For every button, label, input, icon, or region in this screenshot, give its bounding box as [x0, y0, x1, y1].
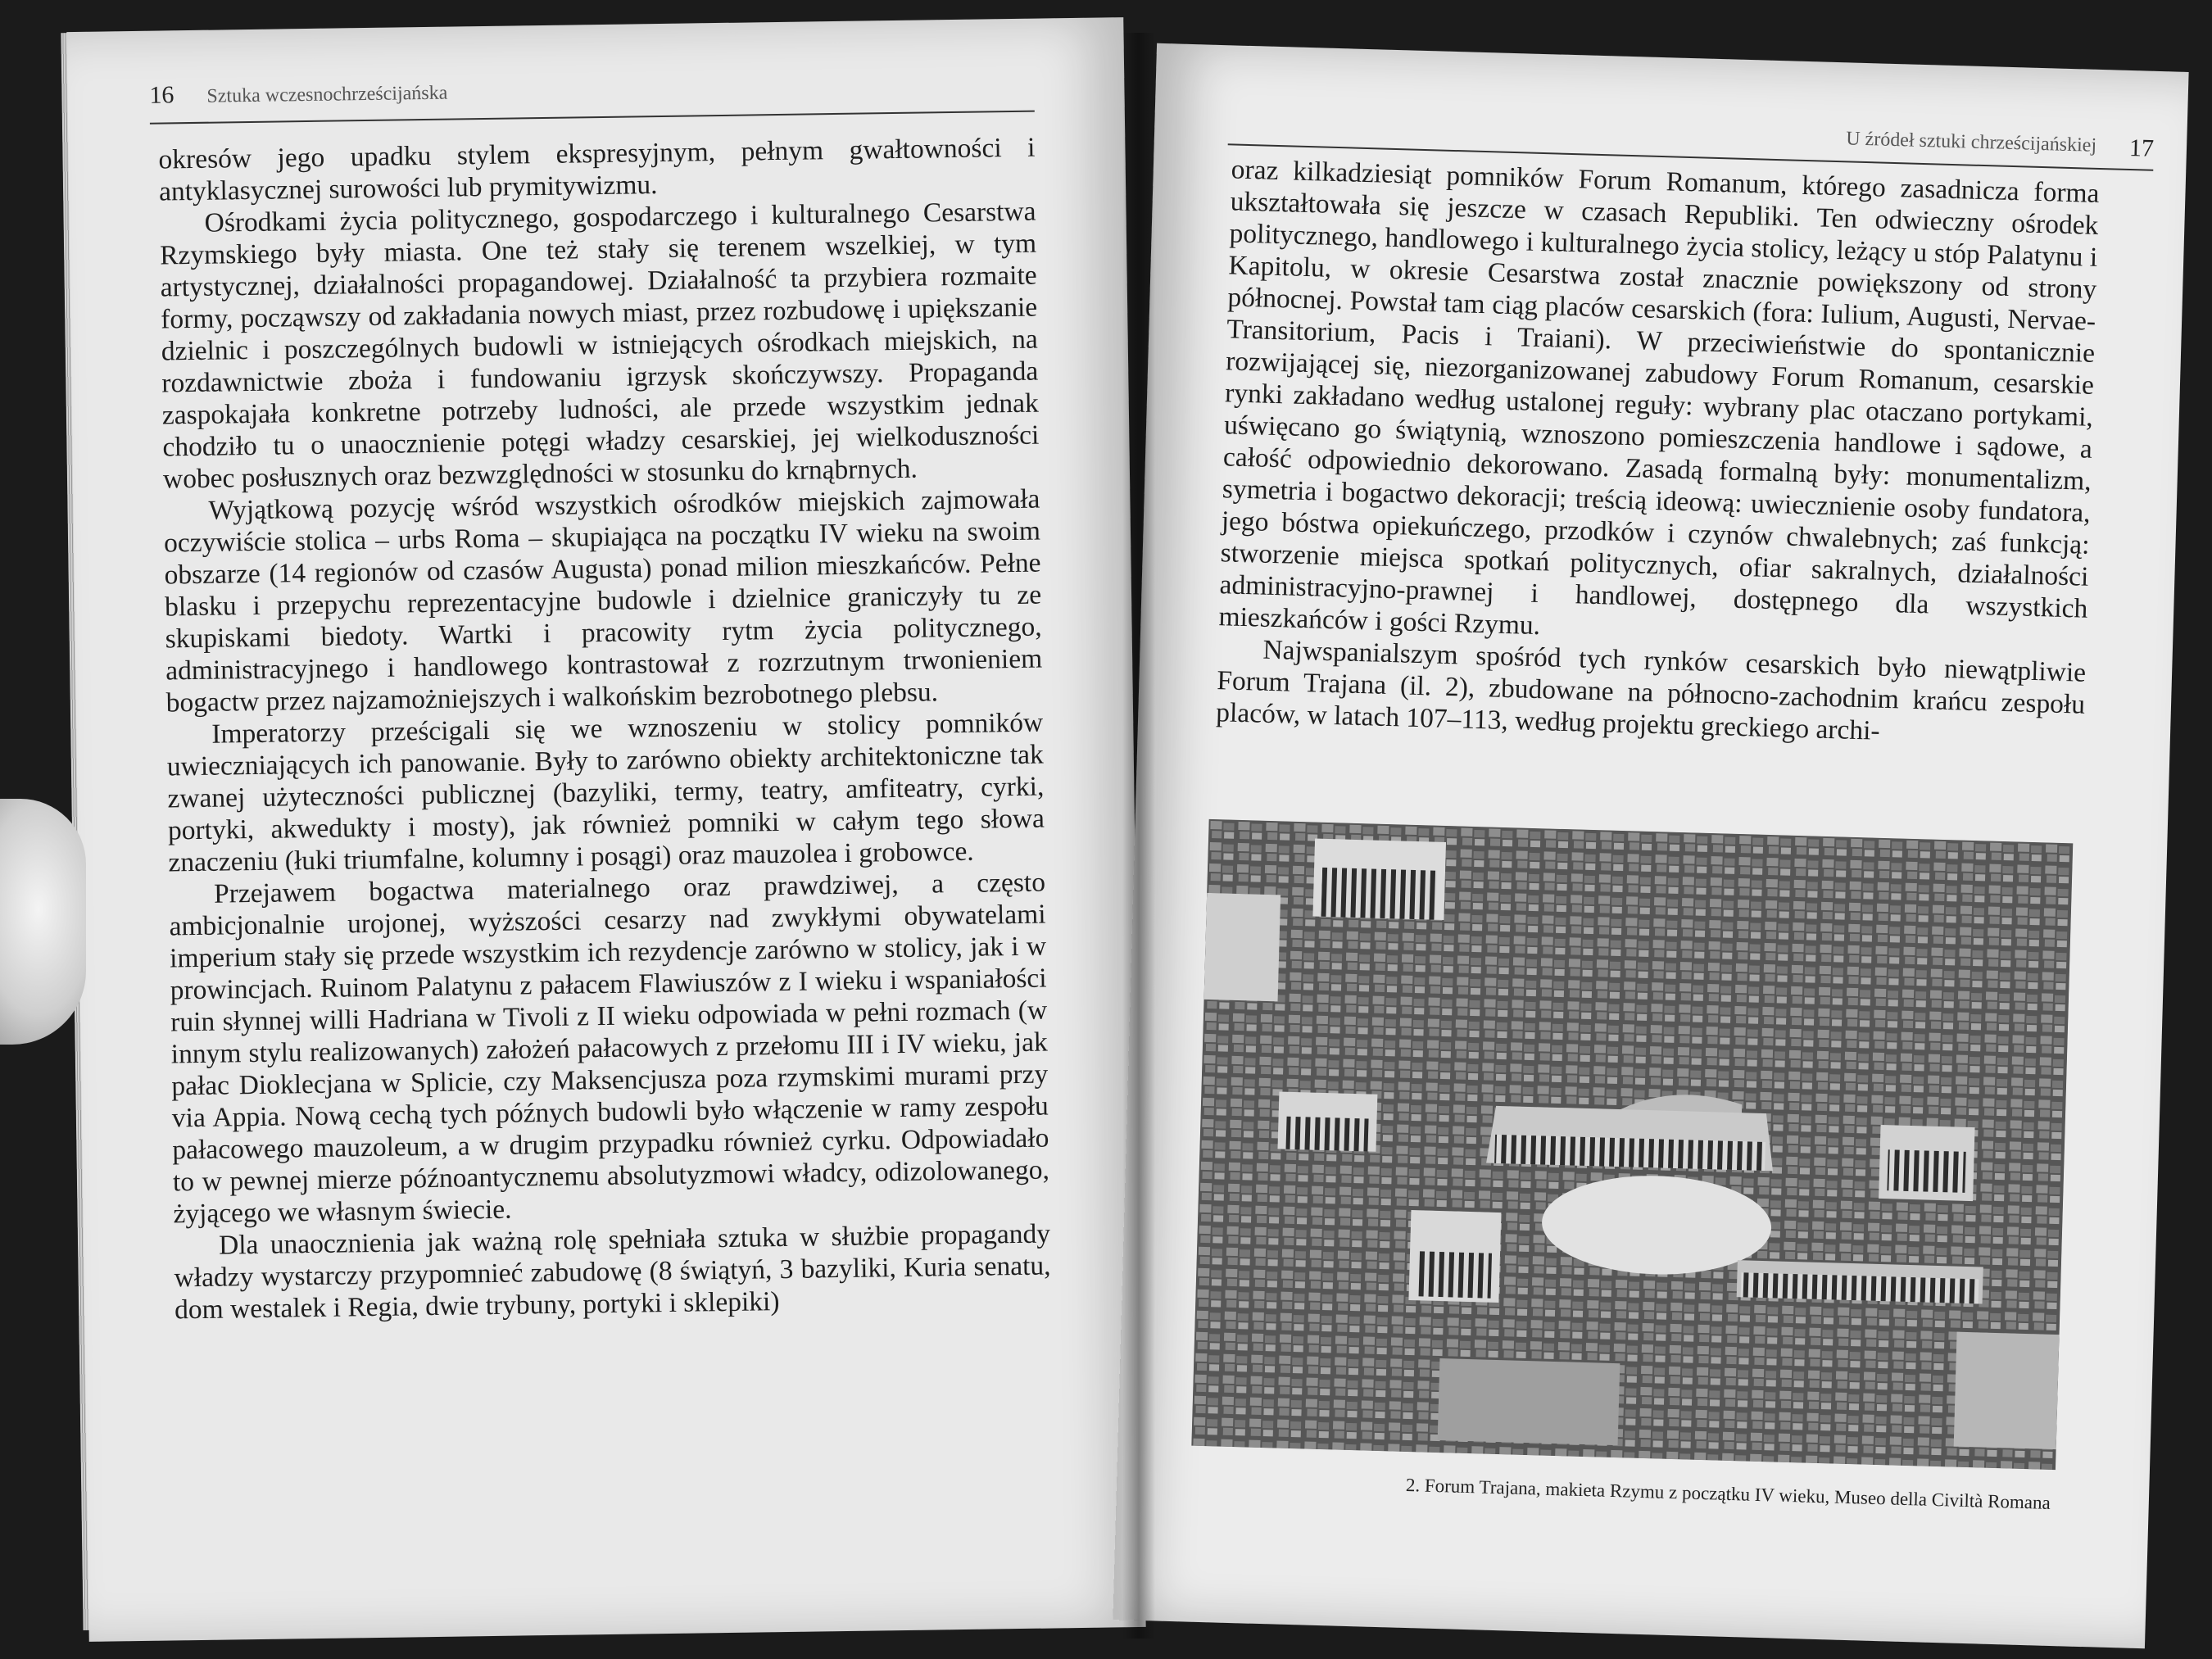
- right-page: [1113, 43, 2188, 1648]
- body-text: [1216, 153, 2100, 752]
- paragraph: Wyjątkową pozycję wśród wszystkich ośrodków miejskich zajmowała oczywiście stolica – urbs Roma – skupiająca na początku IV wieku na swoim obszarze (14 regionów od czasów Augusta) ponad milion mieszkańców. Pełne blasku i przepychu reprezentacyjne budowle i dzielnice graniczyły tu ze skupiskami biedoty. Wartki i pracowity rytm życia politycznego, administracyjnego i handlowego kontrastował z rozrzutnym trwonieniem bogactw przez najzamożniejszych i walkońskim bezrobotnego plebsu.: [163, 483, 1043, 718]
- book-gutter: [1122, 33, 1155, 1639]
- paragraph: oraz kilkadziesiąt pomników Forum Romanum, którego zasadnicza forma ukształtowała się jeszcze w czasach Republiki. Ten odwieczny ośrodek politycznego, handlowego i kulturalnego życia stolicy, leżący u stóp Palatynu i Kapitolu, w okresie Cesarstwa został znacznie powiększony od strony północnej. Powstał tam ciąg placów cesarskich (fora: Iulium, Augusti, Nervae-Transitorium, Pacis i Traiani). W przeciwieństwie do spontanicznie rozwijającej się, niezorganizowanej zabudowy Forum Romanum, cesarskie rynki zakładano według ustalonej reguły: wybrany plac otaczano portykami, uświęcano go świątynią, wznoszono pomieszczenia handlowe i sądowe, a całość odpowiednio dekorowano. Zasadą formalną były: monumentalizm, symetria i bogactwo dekoracji; treścią ideową: uwiecznienie osoby fundatora, jego bóstwa opiekuńczego, przodków i czynów chwalebnych; zaś funkcją: stworzenie miejsca spotkań politycznych, ofiar sakralnych, działalności administracyjno-prawnej i handlowej, dostępnego dla wszystkich mieszkańców i gości Rzymu.: [1218, 154, 2100, 641]
- page-number: 17: [2128, 134, 2155, 162]
- paragraph: okresów jego upadku stylem ekspresyjnym, pełnym gwałtowności i antyklasycznej surowości lub prymitywizmu.: [158, 132, 1036, 207]
- page-number: 16: [149, 81, 175, 109]
- paragraph: Przejawem bogactwa materialnego oraz prawdziwej, a często ambicjonalnie urojonej, wyższości cesarzy nad zwykłymi obywatelami imperium stały się przede wszystkim ich rezydencje zarówno w stolicy, jak i w prowincjach. Ruinom Palatynu z pałacem Flawiuszów z I wieku i wspaniałości ruin słynnej willi Hadriana w Tivoli z II wieku odpowiada w pełni rozmach (w innym stylu realizowanych) założeń pałacowych z przełomu III i IV wieku, jak pałac Dioklecjana w Splicie, czy Maksencjusza poza rzymskimi murami przy via Appia. Nową cechą tych późnych budowli było włączenie w ramy zespołu pałacowego mauzoleum, a w drugim przypadku również cyrku. Odpowiadało to w pewnej mierze późnoantycznemu absolutyzmowi władcy, odizolowanego, żyjącego we własnym świecie.: [169, 867, 1050, 1230]
- paragraph: Imperatorzy prześcigali się we wznoszeniu w stolicy pomników uwieczniających ich panowanie. Były to zarówno obiekty architektoniczne tak zwanej użyteczności publicznej (bazyliki, termy, teatry, amfiteatry, cyrki, portyki, akwedukty i mosty), jak również pomniki w całym tego słowa znaczeniu (łuki triumfalne, kolumny i posągi) oraz mauzolea i grobowce.: [166, 707, 1045, 878]
- figure-caption: 2. Forum Trajana, makieta Rzymu z początku IV wieku, Museo della Civiltà Romana: [1405, 1474, 2051, 1513]
- paragraph: Ośrodkami życia politycznego, gospodarczego i kulturalnego Cesarstwa Rzymskiego były miasta. One też stały się terenem wszelkiej, w tym artystycznej, działalności propagandowej. Działalność ta przybiera rozmaite formy, począwszy od zakładania nowych miast, przez rozbudowę i upiększanie dzielnic i poszczególnych budowli w istniejących ośrodkach miejskich, na rozdawnictwie zboża i fundowaniu igrzysk skończywszy. Propaganda zaspokajała konkretne potrzeby ludności, ale przede wszystkim jednak chodziło tu o unaocznienie potęgi władzy cesarskiej, jej wielkoduszności wobec posłusznych oraz bezwzględności w stosunku do krnąbrnych.: [159, 196, 1040, 495]
- thumb: [0, 799, 86, 1045]
- paragraph: Najwspanialszym spośród tych rynków cesarskich było niewątpliwie Forum Trajana (il. 2), zbudowane na północno-zachodnim krańcu zespołu placów, w latach 107–113, według projektu greckiego archi-: [1215, 634, 2087, 746]
- body-text: [158, 132, 1051, 1326]
- running-head: U źródeł sztuki chrześcijańskiej: [1845, 128, 2097, 156]
- running-head: Sztuka wczesnochrześcijańska: [206, 82, 448, 107]
- paragraph: Dla unaocznienia jak ważną rolę spełniała sztuka w służbie propagandy władzy wystarczy przypomnieć zabudowę (8 świątyń, 3 bazyliki, Kuria senatu, dom westalek i Regia, dwie trybuny, portyki i sklepiki): [174, 1218, 1051, 1326]
- model-illustration: [1191, 819, 2073, 1470]
- left-page: [66, 17, 1145, 1642]
- figure-photo-forum-model: [1191, 819, 2073, 1470]
- header-rule: [150, 111, 1035, 125]
